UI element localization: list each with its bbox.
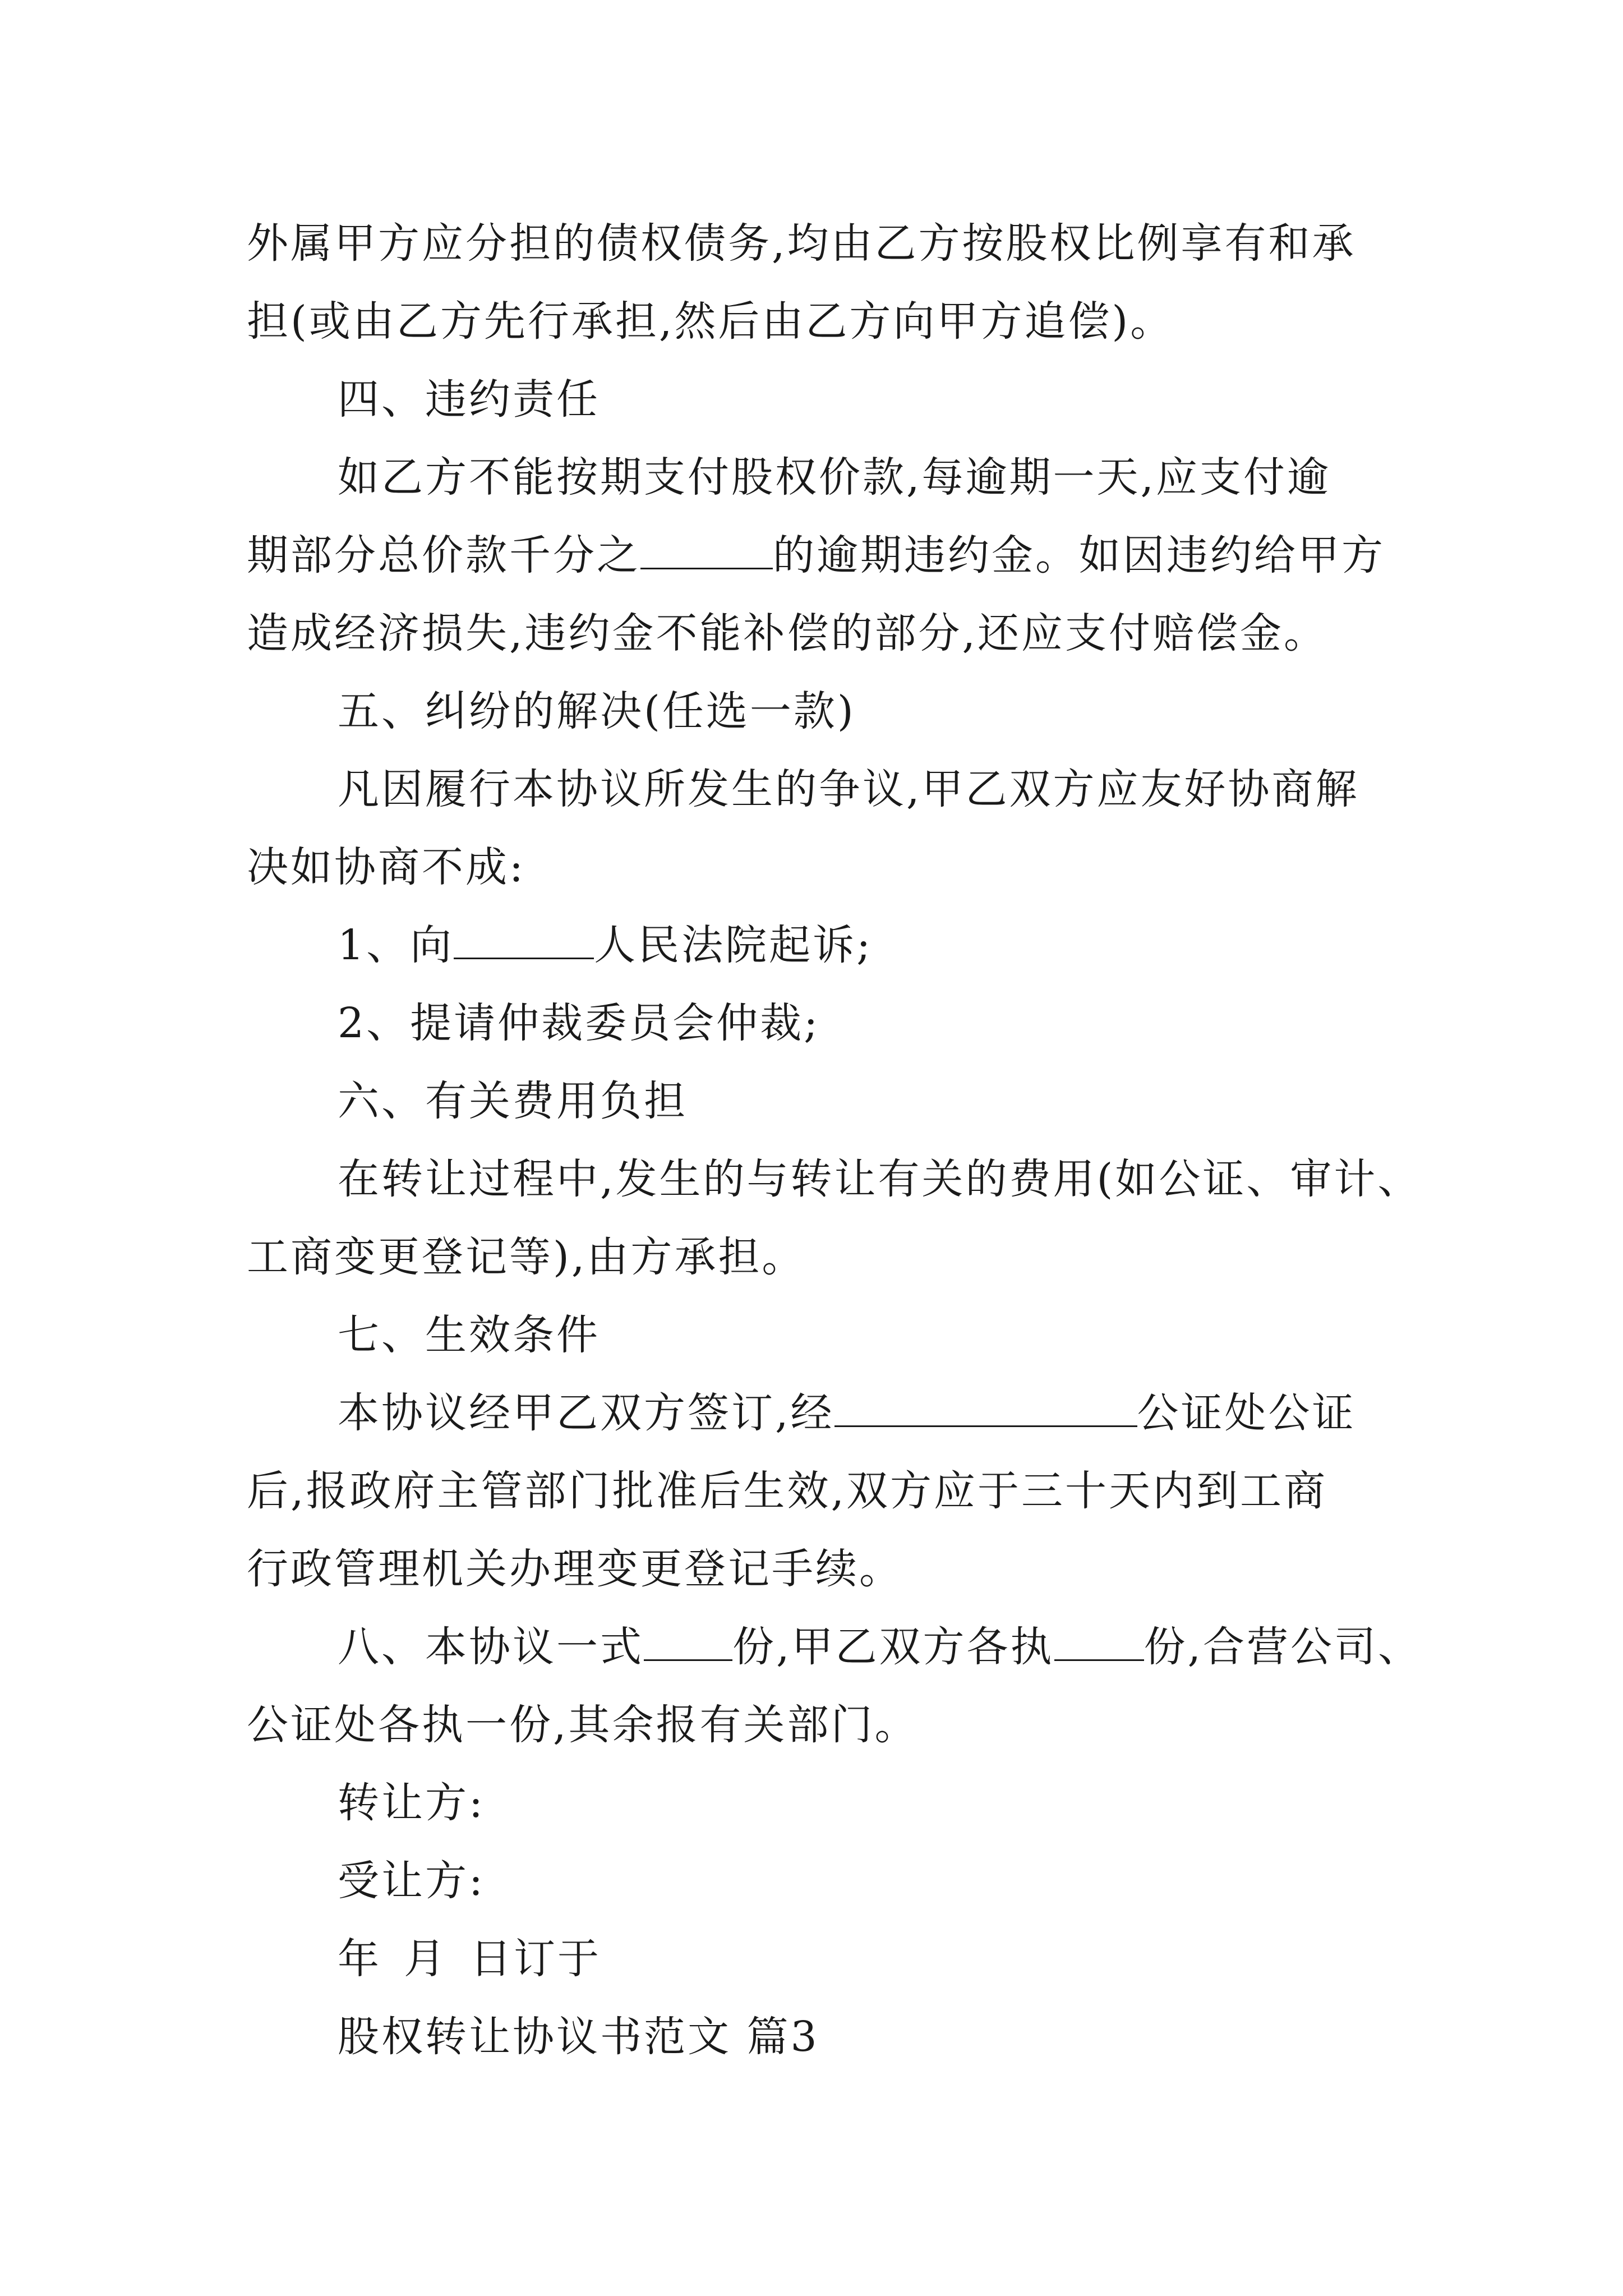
document-body xyxy=(247,205,1422,2076)
text-line xyxy=(247,517,1391,595)
signature-label-transferee: 受让方: xyxy=(338,1857,485,1905)
text-line: 2、提请仲裁委员会仲裁; xyxy=(338,999,820,1047)
date-day-label: 日订于 xyxy=(470,1935,601,1983)
text-line: 造成经济损失,违约金不能补偿的部分,还应支付赔偿金。 xyxy=(247,609,1328,657)
text-segment: 本协议经甲乙双方签订,经 xyxy=(338,1389,834,1437)
text-segment: 公证处公证 xyxy=(1137,1389,1356,1437)
fill-in-blank xyxy=(644,1625,732,1661)
fill-in-blank xyxy=(454,923,594,959)
text-line: 如乙方不能按期支付股权价款,每逾期一天,应支付逾 xyxy=(338,453,1331,501)
text-line: 公证处各执一份,其余报有关部门。 xyxy=(247,1701,919,1749)
text-line: 凡因履行本协议所发生的争议,甲乙双方应友好协商解 xyxy=(338,765,1359,813)
text-line xyxy=(247,1608,1422,1686)
text-segment: 的逾期违约金。如因违约给甲方 xyxy=(773,531,1385,579)
section-heading: 四、违约责任 xyxy=(338,375,600,424)
text-line xyxy=(247,907,1391,984)
text-line: 后,报政府主管部门批准后生效,双方应于三十天内到工商 xyxy=(247,1467,1328,1515)
text-line: 决如协商不成: xyxy=(247,843,525,891)
text-segment: 份,合营公司、 xyxy=(1144,1623,1422,1671)
section-heading: 五、纠纷的解决(任选一款) xyxy=(338,687,856,735)
document-section-title: 股权转让协议书范文 篇3 xyxy=(338,2013,819,2061)
signature-label-transferor: 转让方: xyxy=(338,1779,485,1827)
section-heading: 六、有关费用负担 xyxy=(338,1077,688,1125)
fill-in-blank xyxy=(640,533,773,569)
text-line: 外属甲方应分担的债权债务,均由乙方按股权比例享有和承 xyxy=(247,219,1356,268)
text-segment: 1、向 xyxy=(338,921,454,969)
date-line xyxy=(247,1920,1391,1998)
section-heading: 七、生效条件 xyxy=(338,1311,600,1359)
fill-in-blank xyxy=(834,1391,1137,1427)
text-segment: 份,甲乙双方各执 xyxy=(732,1623,1054,1671)
date-month-label: 月 xyxy=(404,1935,448,1983)
text-segment: 期部分总价款千分之 xyxy=(247,531,640,579)
date-year-label: 年 xyxy=(338,1935,381,1983)
text-line xyxy=(247,1374,1391,1452)
fill-in-blank xyxy=(1054,1625,1144,1661)
text-segment: 人民法院起诉; xyxy=(594,921,873,969)
text-segment: 八、本协议一式 xyxy=(338,1623,644,1671)
text-line: 工商变更登记等),由方承担。 xyxy=(247,1233,806,1281)
text-line: 行政管理机关办理变更登记手续。 xyxy=(247,1545,903,1593)
text-line: 担(或由乙方先行承担,然后由乙方向甲方追偿)。 xyxy=(247,297,1174,346)
text-line: 在转让过程中,发生的与转让有关的费用(如公证、审计、 xyxy=(338,1155,1422,1203)
